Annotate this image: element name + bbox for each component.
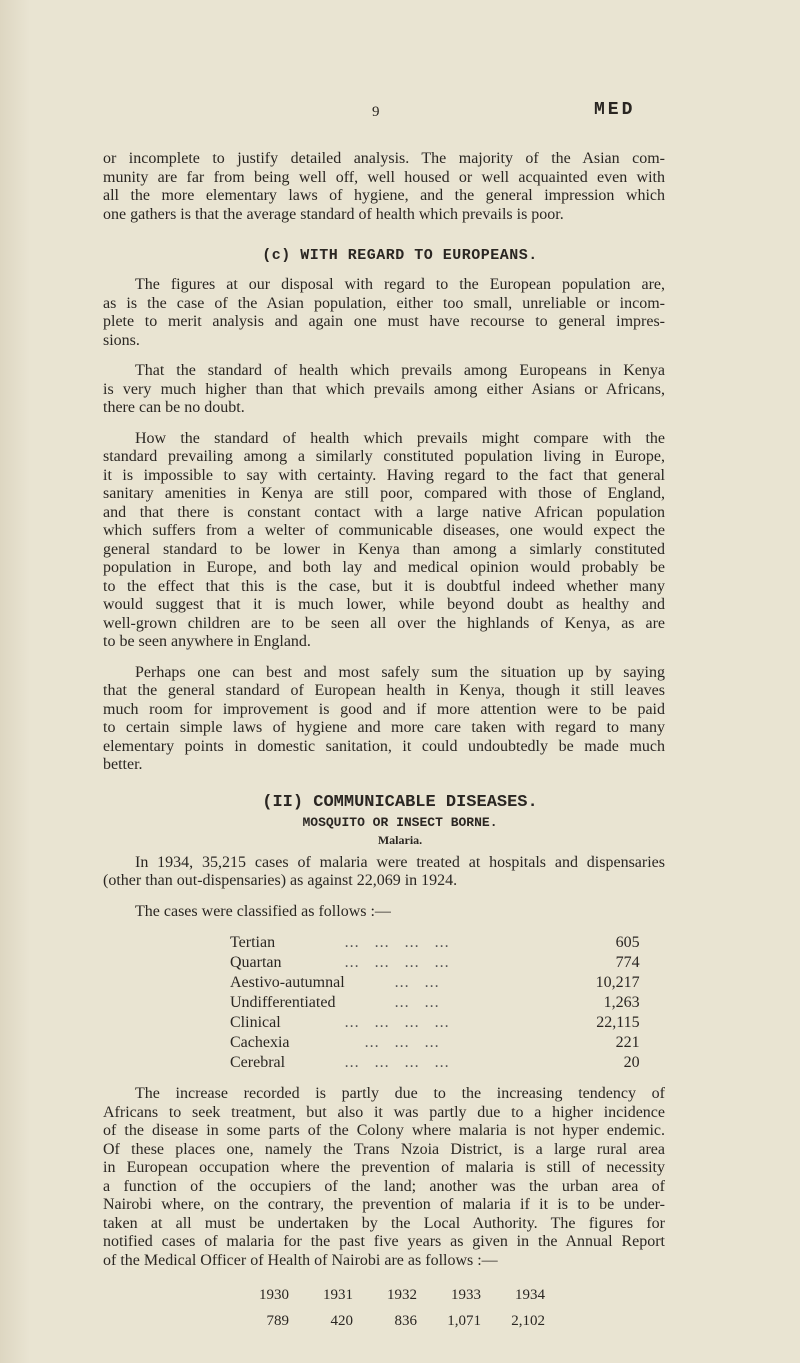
table-row [230, 973, 640, 993]
text-line: In 1934, 35,215 cases of malaria were treated at hospitals and dispensaries [135, 853, 665, 871]
case-type: Tertian [230, 934, 276, 951]
leader-dots: ... ... [344, 974, 440, 991]
case-count-cell: 1,071 [447, 1312, 481, 1329]
case-type: Cachexia [230, 1034, 290, 1051]
section-heading-communicable-diseases: (II) COMMUNICABLE DISEASES. [262, 792, 538, 812]
nairobi-notified-cases-table [225, 1282, 545, 1334]
text-line: plete to merit analysis and again one must have recourse to general impres- [103, 313, 665, 330]
case-count: 20 [623, 1054, 640, 1071]
text-line: Nairobi where, on the contrary, the prevention of malaria if it is to be under- [103, 1196, 665, 1213]
leader-dots: ... ... ... ... [344, 1054, 450, 1071]
case-count: 774 [615, 954, 640, 971]
leader-dots: ... ... ... ... [344, 1014, 450, 1031]
case-type: Cerebral [230, 1054, 286, 1071]
leader-dots: ... ... ... ... [344, 934, 450, 951]
text-line: it is impossible to say with certainty. Having regard to the fact that general [103, 466, 665, 484]
text-line: to certain simple laws of hygiene and more care taken with regard to many [103, 719, 665, 736]
text-line: that the general standard of European health in Kenya, though it still leaves [103, 682, 665, 699]
paragraph [103, 903, 665, 922]
text-line: The increase recorded is partly due to the increasing tendency of [135, 1085, 665, 1102]
values-row [225, 1308, 545, 1334]
case-count: 221 [615, 1034, 640, 1051]
case-count: 10,217 [595, 974, 640, 991]
text-line: How the standard of health which prevails might compare with the [135, 429, 665, 447]
text-line: better. [103, 756, 143, 773]
page-edge-shadow [0, 0, 30, 1363]
table-row [230, 993, 640, 1013]
case-type: Quartan [230, 954, 282, 971]
text-line: population in Europe, and both lay and medical opinion would probably be [103, 559, 665, 576]
text-line: general standard to be lower in Kenya than among a simlarly constituted [103, 540, 665, 558]
text-line: That the standard of health which prevails among Europeans in Kenya [135, 362, 665, 379]
text-line: taken at all must be undertaken by the Local Authority. The figures for [103, 1214, 665, 1232]
text-line: The figures at our disposal with regard to the European population are, [135, 276, 665, 293]
leader-dots: ... ... ... ... [344, 954, 450, 971]
paragraph [103, 1085, 665, 1270]
page-body [103, 150, 665, 1334]
page-number: 9 [372, 104, 380, 120]
malaria-classification-table [230, 933, 640, 1073]
paragraph [103, 664, 665, 775]
text-line: well-grown children are to be seen all over the highlands of Kenya, as are [103, 614, 665, 632]
section-code: MED [594, 100, 636, 120]
years-row [225, 1282, 545, 1308]
paragraph [103, 276, 665, 350]
case-count-cell: 789 [266, 1312, 289, 1329]
case-count-cell: 836 [394, 1312, 417, 1329]
case-type: Aestivo-autumnal [230, 974, 345, 991]
text-line: standard prevailing among a similarly constituted population living in Europe, [103, 448, 665, 465]
text-line: to the effect that this is the case, but it is doubtful indeed whether many [103, 577, 665, 595]
section-heading-europeans: (c) WITH REGARD TO EUROPEANS. [262, 247, 538, 264]
text-line: of the disease in some parts of the Colony where malaria is not hyper endemic. [103, 1122, 665, 1139]
text-line: and that there is constant contact with a large native African population [103, 503, 665, 521]
text-line: elementary points in domestic sanitation, it could undoubtedly be made much [103, 737, 665, 755]
case-count: 605 [615, 934, 640, 951]
table-row [230, 953, 640, 973]
text-line: notified cases of malaria for the past five years as given in the Annual Report [103, 1233, 665, 1250]
text-line: to be seen anywhere in England. [103, 633, 311, 650]
table-row [230, 1053, 640, 1073]
paragraph [103, 362, 665, 418]
case-count: 1,263 [603, 994, 640, 1011]
text-line: of the Medical Officer of Health of Nairobi are as follows :— [103, 1251, 498, 1269]
text-line: as is the case of the Asian population, either too small, unreliable or incom- [103, 294, 665, 312]
year-cell: 1932 [387, 1286, 417, 1303]
subheading-mosquito-borne: MOSQUITO OR INSECT BORNE. [302, 814, 498, 830]
text-line: much room for improvement is good and if more attention were to be paid [103, 700, 665, 718]
text-line: in European occupation where the prevention of malaria is still of necessity [103, 1159, 665, 1176]
year-cell: 1930 [259, 1286, 289, 1303]
case-count-cell: 420 [330, 1312, 353, 1329]
paragraph [103, 854, 665, 891]
text-line: a function of the occupiers of the land; another was the urban area of [103, 1177, 665, 1195]
paragraph [103, 430, 665, 652]
text-line: sions. [103, 331, 140, 349]
text-line: munity are far from being well off, well housed or well acquainted even with [103, 168, 665, 186]
leader-dots: ... ... ... [344, 1034, 440, 1051]
text-line: which suffers from a welter of communicable diseases, one would expect the [103, 522, 665, 539]
text-line: Of these places one, namely the Trans Nzoia District, is a large rural area [103, 1140, 665, 1158]
year-cell: 1933 [451, 1286, 481, 1303]
case-type: Clinical [230, 1014, 281, 1031]
text-line: or incomplete to justify detailed analysis. The majority of the Asian com- [103, 150, 665, 167]
text-line: one gathers is that the average standard of health which prevails is poor. [103, 205, 564, 223]
year-cell: 1931 [323, 1286, 353, 1303]
text-line: would suggest that it is much lower, while beyond doubt as healthy and [103, 596, 665, 613]
paragraph [103, 150, 665, 224]
case-count-cell: 2,102 [511, 1312, 545, 1329]
table-row [230, 933, 640, 953]
text-line: Africans to seek treatment, but also it was partly due to a higher incidence [103, 1103, 665, 1121]
table-row [230, 1013, 640, 1033]
text-line: is very much higher than that which prevails among either Asians or Africans, [103, 380, 665, 398]
text-line: (other than out-dispensaries) as against 22,069 in 1924. [103, 872, 458, 889]
table-row [230, 1033, 640, 1053]
text-line: all the more elementary laws of hygiene, and the general impression which [103, 187, 665, 204]
text-line: Perhaps one can best and most safely sum the situation up by saying [135, 663, 665, 681]
case-type: Undifferentiated [230, 994, 336, 1011]
text-line: there can be no doubt. [103, 399, 245, 416]
leader-dots: ... ... [344, 994, 440, 1011]
text-line: The cases were classified as follows :— [135, 902, 391, 920]
text-line: sanitary amenities in Kenya are still poor, compared with those of England, [103, 485, 665, 502]
subheading-malaria: Malaria. [377, 832, 423, 847]
year-cell: 1934 [515, 1286, 545, 1303]
case-count: 22,115 [596, 1014, 640, 1031]
